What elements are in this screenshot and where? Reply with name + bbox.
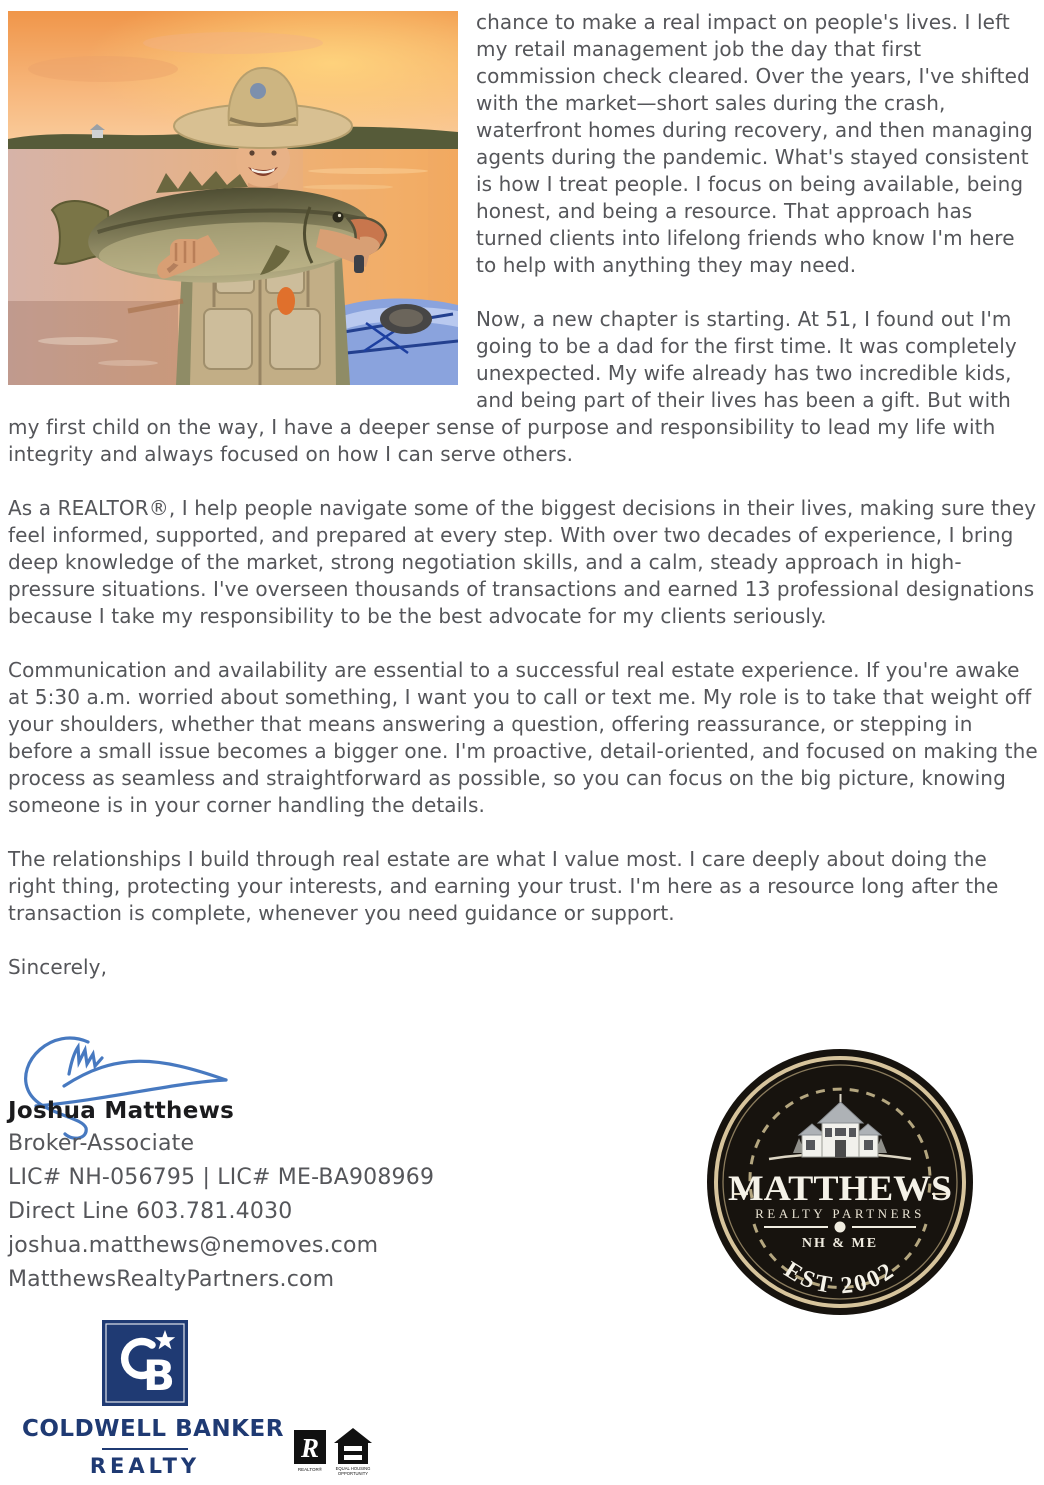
equal-housing-icon [334, 1428, 372, 1476]
agent-name: Joshua Matthews [8, 1098, 235, 1124]
badge-subtitle: REALTY PARTNERS [755, 1206, 925, 1221]
coldwell-banker-wordmark: COLDWELL BANKER [22, 1416, 284, 1442]
cb-divider [102, 1448, 188, 1450]
letter-paragraph: Now, a new chapter is starting. At 51, I found out I'm going to be a dad for the first time. It was completely unexpected. My wife already has two incredible kids, and being part of their lives has been a gift. But with my first child on the way, I have a deeper sense of purpose and responsibility to lead my life with integrity and always focused on how I can serve others. [8, 307, 1017, 466]
matthews-realty-badge [706, 1048, 974, 1316]
agent-phone: Direct Line 603.781.4030 [8, 1199, 293, 1224]
realtor-label: REALTOR® [297, 1467, 323, 1472]
equal-housing-label-2: OPPORTUNITY [337, 1471, 369, 1476]
badge-established-text: EST 2002 [779, 1256, 901, 1300]
compliance-logos [292, 1426, 380, 1478]
letter-paragraph: Communication and availability are essential to a successful real estate experience. If you're awake at 5:30 a.m. worried about something, I want you to call or text me. My role is to take that weight off your shoulders, whether that means answering a question, offering reassurance, or stepping in before a small issue becomes a bigger one. I'm proactive, detail-oriented, and focused on making the process as seamless and straightforward as possible, so you can focus on the big picture, knowing someone is in your corner handling the details. [8, 658, 1038, 817]
agent-licenses: LIC# NH-056795 | LIC# ME-BA908969 [8, 1165, 435, 1190]
agent-email: joshua.matthews@nemoves.com [8, 1233, 379, 1258]
realty-wordmark: REALTY [89, 1454, 201, 1478]
equal-housing-label-1: EQUAL HOUSING [335, 1466, 371, 1471]
letter-closing: Sincerely, [8, 955, 108, 979]
contact-info [8, 1030, 568, 1292]
cb-monogram-icon [102, 1320, 188, 1406]
badge-region: NH & ME [801, 1236, 879, 1251]
coldwell-banker-logo [22, 1320, 284, 1478]
agent-title: Broker-Associate [8, 1131, 195, 1156]
letter-paragraph: The relationships I build through real estate are what I value most. I care deeply about doing the right thing, protecting your interests, and earning your trust. I'm here as a resource long after the transaction is complete, whenever you need guidance or support. [8, 847, 999, 925]
cb-monogram-b: B [143, 1351, 176, 1400]
agent-photo [8, 11, 458, 385]
sunset-fishing-photo [8, 11, 458, 385]
badge-name: MATTHEWS [728, 1168, 952, 1208]
svg-text:R: R [300, 1433, 320, 1463]
orange-tool [277, 287, 295, 315]
letter-paragraph: chance to make a real impact on people's lives. I left my retail management job the day that first commission check cleared. Over the years, I've shifted with the market—short sales during the crash, waterfront homes during recovery, and then managing agents during the pandemic. What's stayed consistent is how I treat people. I focus on being available, being honest, and being a resource. That approach has turned clients into lifelong friends who know I'm here to help with anything they may need. [476, 10, 1033, 277]
realtor-r-icon [294, 1430, 326, 1472]
agent-website: MatthewsRealtyPartners.com [8, 1267, 335, 1292]
badge-divider-dot [835, 1222, 846, 1233]
signature-block [8, 1030, 568, 1301]
letter-paragraph: As a REALTOR®, I help people navigate some of the biggest decisions in their lives, making sure they feel informed, supported, and prepared at every step. With over two decades of experience, I bring deep knowledge of the market, strong negotiation skills, and a calm, steady approach in high-pressure situations. I've overseen thousands of transactions and earned 13 professional designations because I take my responsibility to be the best advocate for my clients seriously. [8, 496, 1037, 628]
